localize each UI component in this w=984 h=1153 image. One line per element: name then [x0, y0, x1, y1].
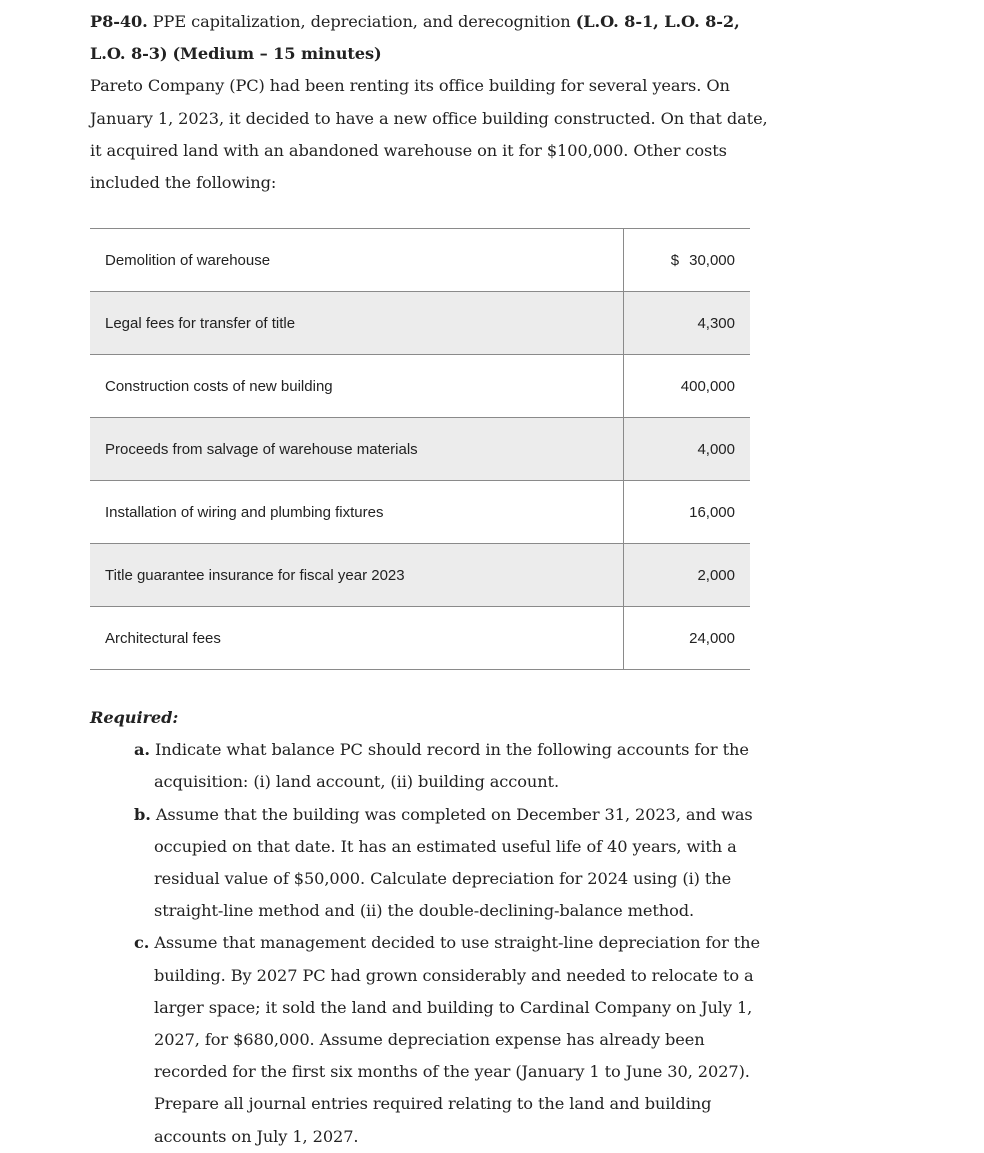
problem-title: PPE capitalization, depreciation, and derecognition	[152, 12, 571, 31]
cost-description: Demolition of warehouse	[90, 229, 624, 292]
list-item	[134, 734, 770, 798]
cost-amount: 2,000	[624, 544, 751, 607]
item-letter: b.	[134, 804, 151, 824]
difficulty-label: (Medium – 15 minutes)	[172, 44, 382, 64]
cost-description: Architectural fees	[90, 607, 624, 670]
cost-table	[90, 228, 750, 670]
table-row	[90, 418, 750, 481]
table-row	[90, 607, 750, 670]
problem-id: P8-40.	[90, 12, 148, 31]
learning-objectives: (L.O. 8-1, L.O. 8-2, L.O. 8-3)	[90, 12, 740, 64]
item-letter: a.	[134, 740, 150, 760]
list-item	[134, 799, 770, 928]
cost-amount: 30,000	[689, 251, 735, 269]
currency-symbol: $	[670, 251, 680, 269]
problem-header	[90, 6, 770, 70]
table-row	[90, 292, 750, 355]
required-list	[90, 734, 770, 1153]
cost-description: Construction costs of new building	[90, 355, 624, 418]
item-letter: c.	[134, 933, 150, 953]
table-row	[90, 544, 750, 607]
table-row	[90, 481, 750, 544]
problem-intro: Pareto Company (PC) had been renting its office building for several years. On January 1, 2023, it decided to have a new office building constructed. On that date, it acquired land with an abandoned warehouse on it for $100,000. Other costs included the following:	[90, 76, 768, 193]
cost-amount: 400,000	[624, 355, 751, 418]
cost-description: Installation of wiring and plumbing fixtures	[90, 481, 624, 544]
cost-amount: 16,000	[624, 481, 751, 544]
cost-description: Legal fees for transfer of title	[90, 292, 624, 355]
cost-amount: 24,000	[624, 607, 751, 670]
cost-amount: 4,000	[624, 418, 751, 481]
table-row	[90, 229, 750, 292]
cost-description: Proceeds from salvage of warehouse materials	[90, 418, 624, 481]
problem-statement	[90, 6, 770, 199]
table-row	[90, 355, 750, 418]
required-section	[90, 702, 770, 1153]
cost-amount-cell	[624, 229, 751, 292]
item-text: Assume that management decided to use straight-line depreciation for the building. By 2027 PC had grown considerably and needed to relocate to a larger space; it sold the land and building to Cardinal Company on July 1, 2027, for $680,000. Assume depreciation expense has already been recorded for the first six months of the year (January 1 to June 30, 2027). Prepare all journal entries required relating to the land and building accounts on July 1, 2027.	[154, 933, 760, 1146]
cost-amount: 4,300	[624, 292, 751, 355]
item-text: Assume that the building was completed on December 31, 2023, and was occupied on that date. It has an estimated useful life of 40 years, with a residual value of $50,000. Calculate depreciation for 2024 using (i) the straight-line method and (ii) the double-declining-balance method.	[154, 804, 753, 921]
item-text: Indicate what balance PC should record in the following accounts for the acquisition: (i) land account, (ii) building account.	[154, 740, 749, 792]
required-heading: Required:	[90, 708, 179, 727]
cost-description: Title guarantee insurance for fiscal year 2023	[90, 544, 624, 607]
list-item	[134, 927, 770, 1152]
